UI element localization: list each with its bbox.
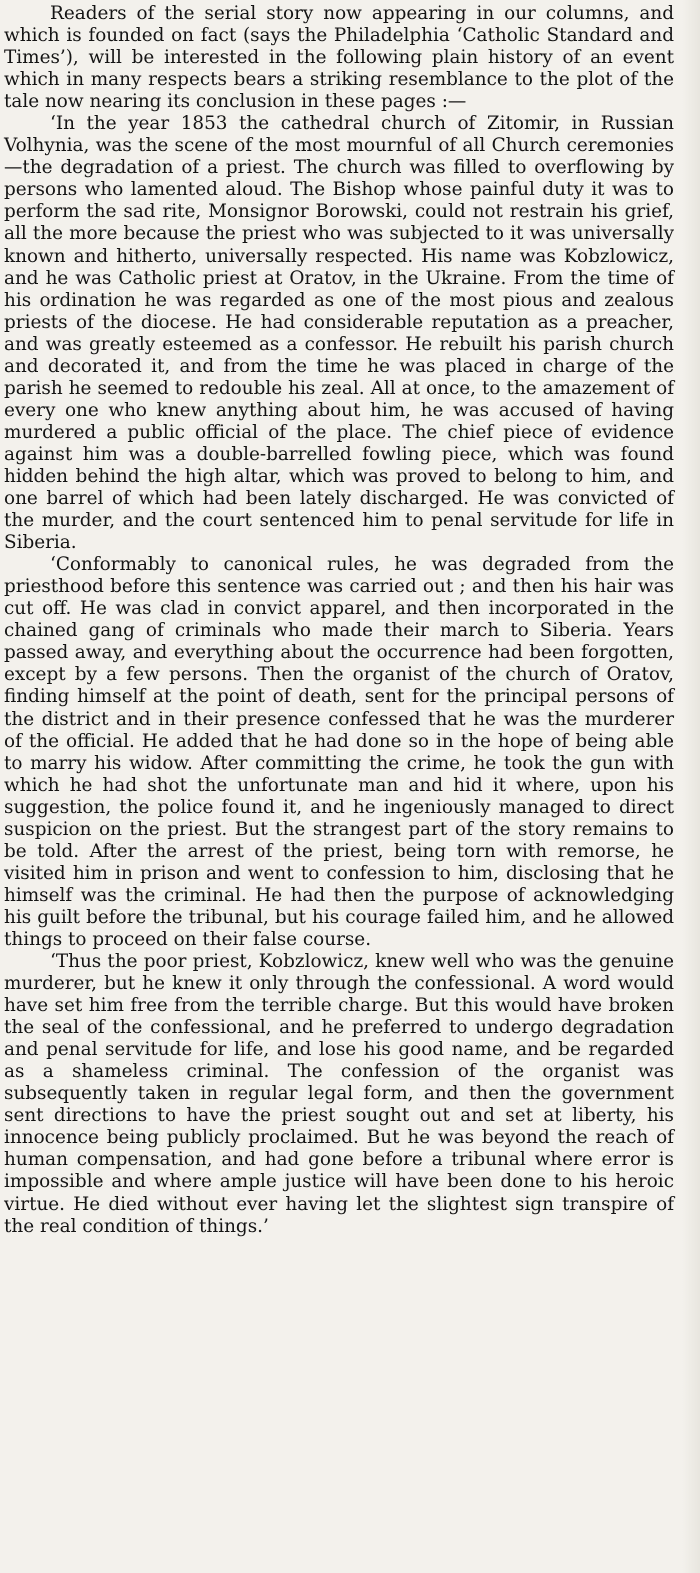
article-paragraph-degradation: ‘In the year 1853 the cathedral church of Zitomir, in Russian Volhynia, was the scene of the most mournful of all Church ceremonies—the degradation of a priest. The church was filled to overflowing by persons who lamented aloud. The Bishop whose painful duty it was to perform the sad rite, Monsignor Borowski, could not restrain his grief, all the more because the priest who was subjected to it was universally known and hitherto, universally respected. His name was Kobzlowicz, and he was Catholic priest at Oratov, in the Ukraine. From the time of his ordination he was regarded as one of the most pious and zealous priests of the diocese. He had considerable reputation as a preacher, and was greatly esteemed as a confessor. He rebuilt his parish church and decorated it, and from the time he was placed in charge of the parish he seemed to redouble his zeal. All at once, to the amazement of every one who knew anything about him, he was accused of having murdered a public official of the place. The chief piece of evidence against him was a double-barrelled fowling piece, which was found hidden behind the high altar, which was proved to belong to him, and one barrel of which had been lately discharged. He was convicted of the murder, and the court sentenced him to penal servitude for life in Siberia. bbox=[4, 113, 674, 554]
article-paragraph-intro: Readers of the serial story now appearing in our columns, and which is founded on fact (says the Philadelphia ‘Catholic Standard and Times’), will be interested in the following plain history of an event which in many respects bears a striking resemblance to the plot of the tale now nearing its conclusion in these pages :— bbox=[4, 3, 674, 113]
article-paragraph-confession: ‘Conformably to canonical rules, he was degraded from the priesthood before this sentence was carried out ; and then his hair was cut off. He was clad in convict apparel, and then incorporated in the chained gang of criminals who made their march to Siberia. Years passed away, and everything about the occurrence had been forgotten, except by a few persons. Then the organist of the church of Oratov, finding himself at the point of death, sent for the principal persons of the district and in their presence confessed that he was the murderer of the official. He added that he had done so in the hope of being able to marry his widow. After committing the crime, he took the gun with which he had shot the unfortunate man and hid it where, upon his suggestion, the police found it, and he ingeniously managed to direct suspicion on the priest. But the strangest part of the story remains to be told. After the arrest of the priest, being torn with remorse, he visited him in prison and went to confession to him, disclosing that he himself was the criminal. He had then the purpose of acknowledging his guilt before the tribunal, but his courage failed him, and he allowed things to proceed on their false course. bbox=[4, 554, 674, 950]
article-paragraph-conclusion: ‘Thus the poor priest, Kobzlowicz, knew well who was the genuine murderer, but he knew it only through the confessional. A word would have set him free from the terrible charge. But this would have broken the seal of the confessional, and he preferred to undergo degradation and penal servitude for life, and lose his good name, and be regarded as a shameless criminal. The confession of the organist was subsequently taken in regular legal form, and then the government sent directions to have the priest sought out and set at liberty, his innocence being publicly proclaimed. But he was beyond the reach of human compensation, and had gone before a tribunal where error is impossible and where ample justice will have been done to his heroic virtue. He died without ever having let the slightest sign transpire of the real condition of things.’ bbox=[4, 951, 674, 1237]
